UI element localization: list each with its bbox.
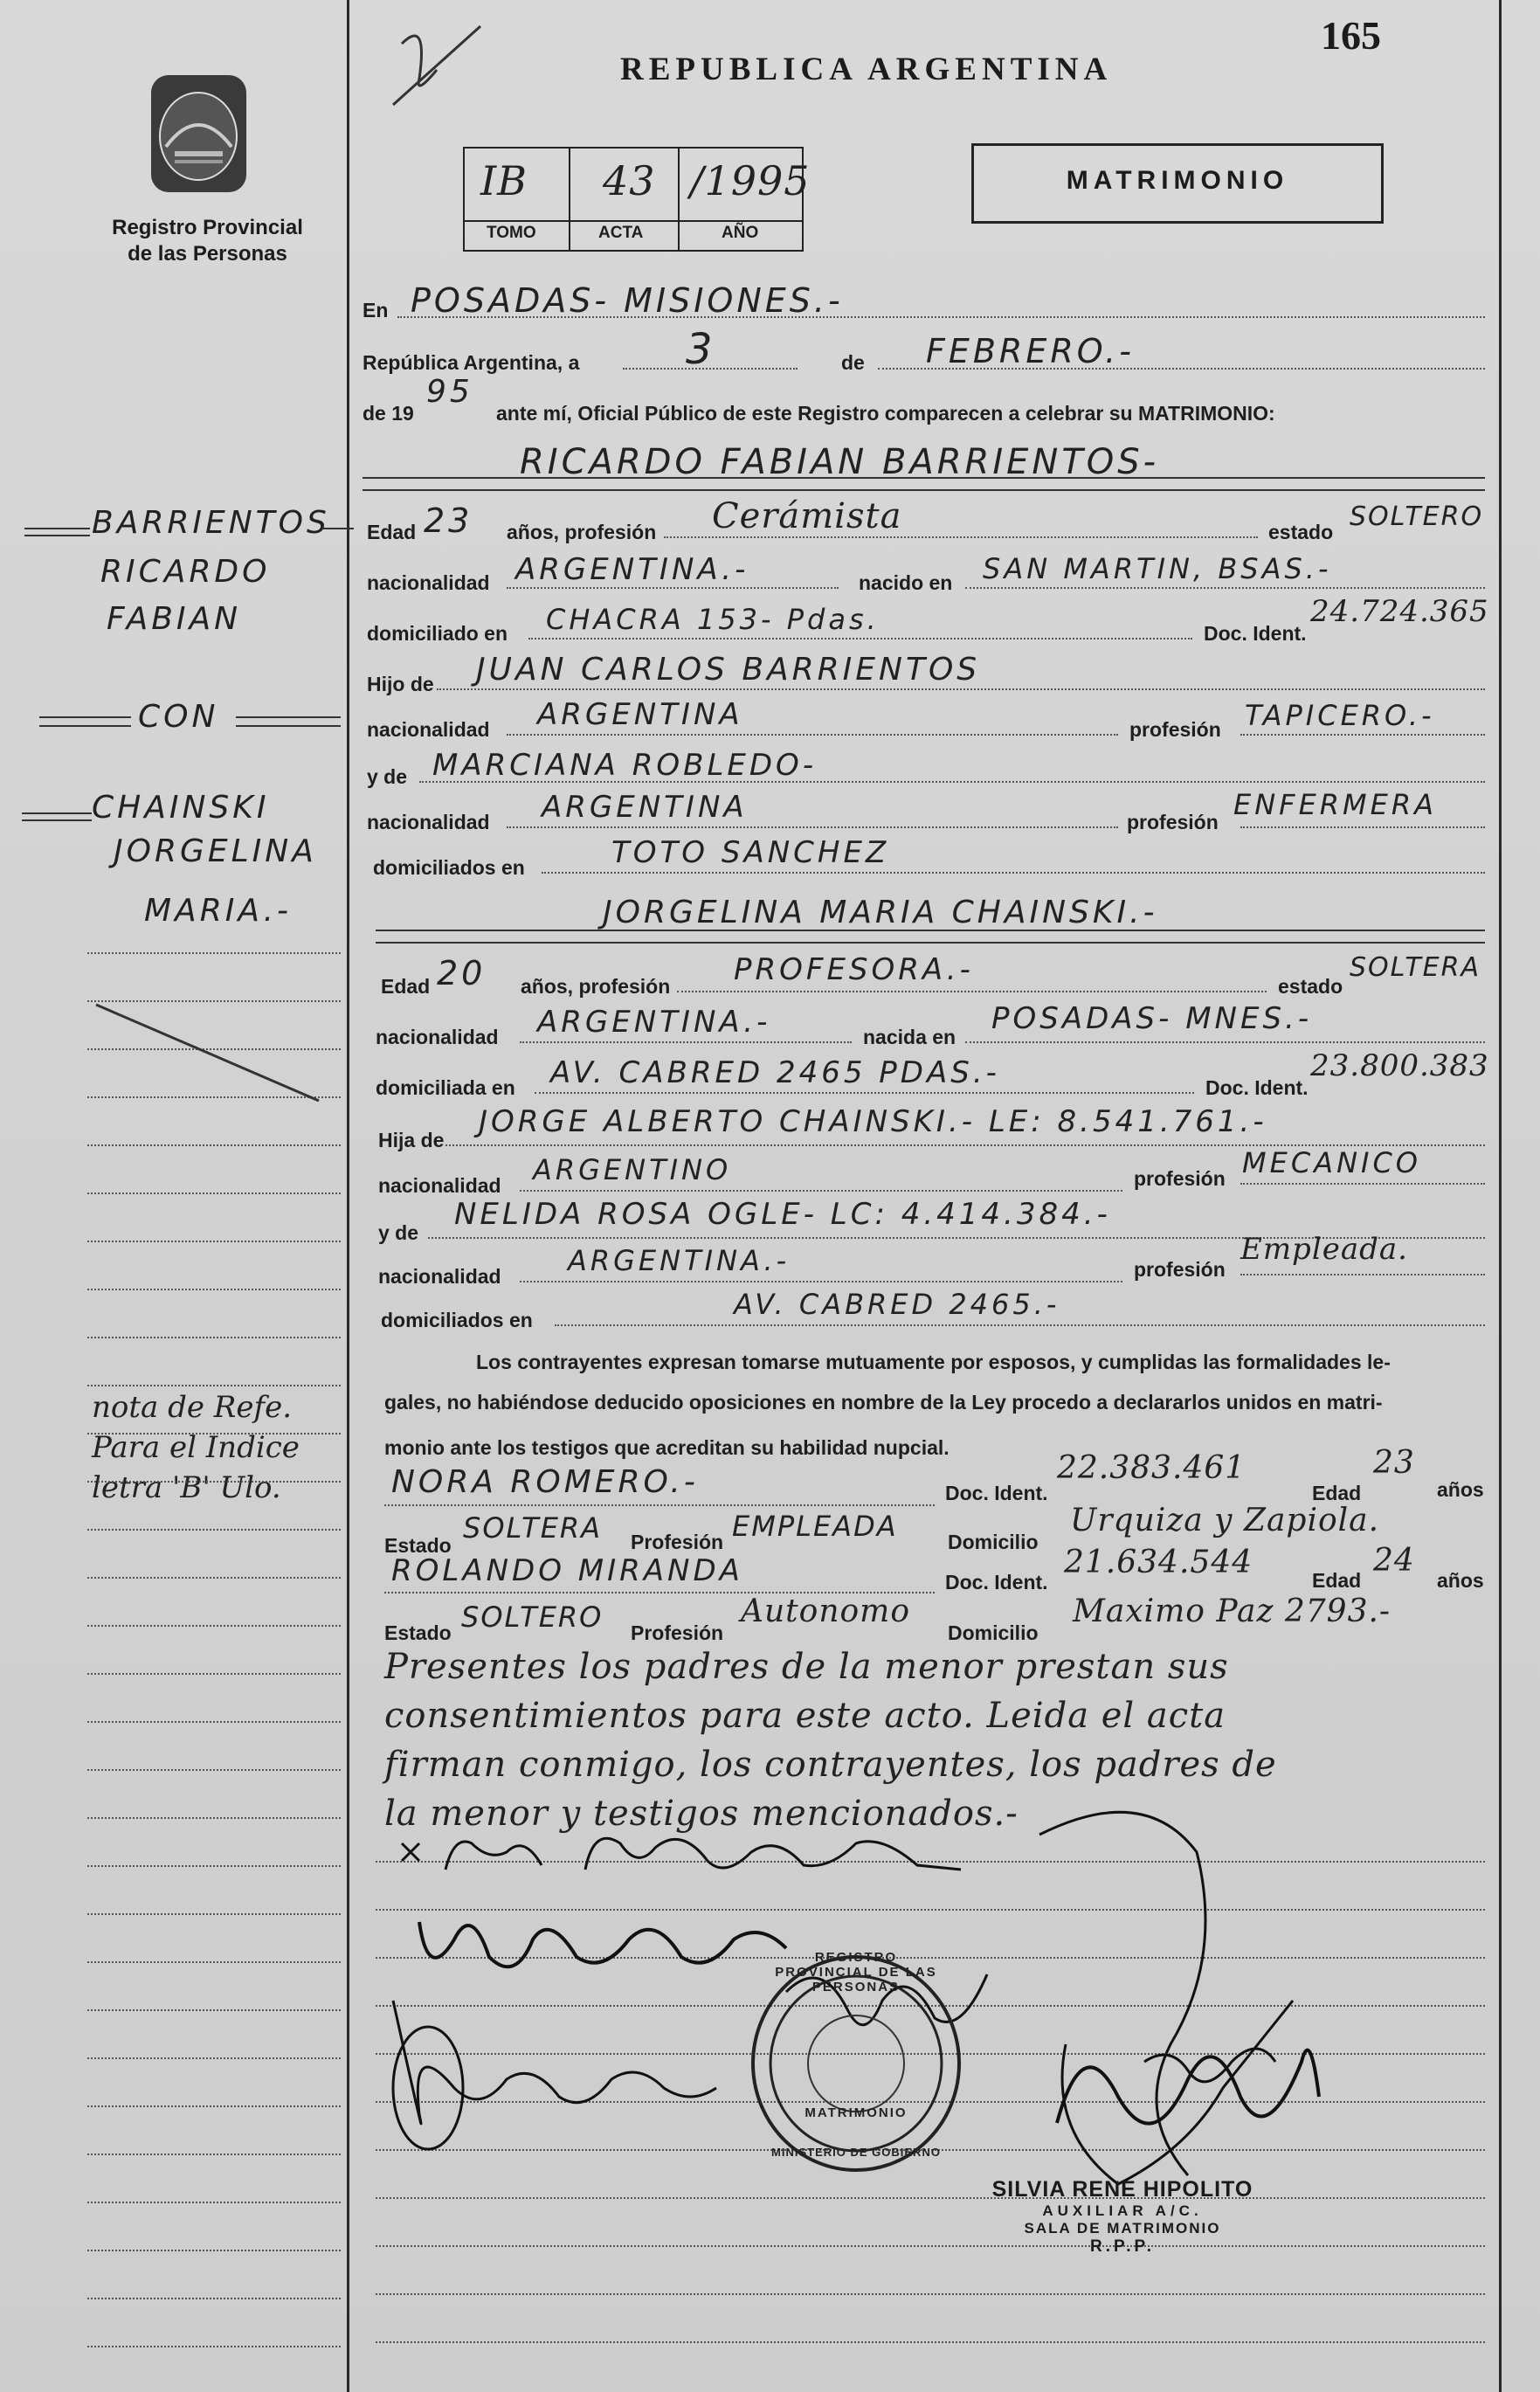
margin-ruled-line [87, 1385, 341, 1386]
place-value: POSADAS- MISIONES.- [411, 281, 844, 320]
margin-ruled-line [87, 1144, 341, 1146]
margin-ruled-line [87, 2057, 341, 2059]
margin-ruled-line [87, 1913, 341, 1915]
margin-ruled-line [87, 952, 341, 954]
groom-profession: Cerámista [712, 496, 902, 536]
witness1-name: NORA ROMERO.- [391, 1464, 699, 1500]
legal-text-line2: gales, no habiéndose deducido oposiciones en nombre de la Ley procedo a declararlos unidos en matri- [384, 1391, 1383, 1414]
margin-ruled-line [87, 1481, 341, 1483]
bride-full-name: JORGELINA MARIA CHAINSKI.- [603, 895, 1158, 930]
witness2-address: Maximo Paz 2793.- [1073, 1594, 1392, 1629]
seal-text-ministry: MINISTERIO DE GOBIERNO [771, 2146, 941, 2159]
month-value: FEBRERO.- [926, 332, 1135, 370]
seal-text-outer: REGISTRO PROVINCIAL DE LAS PERSONAS [775, 1950, 937, 1994]
margin-note: nota de Refe. Para el Indice letra 'B' Ulo. [92, 1390, 300, 1505]
witness1-profession: EMPLEADA [732, 1510, 898, 1543]
groom-mother-name: MARCIANA ROBLEDO- [432, 748, 818, 783]
bride-age: 20 [437, 954, 487, 992]
groom-civil-status: SOLTERO [1350, 501, 1484, 532]
groom-nationality: ARGENTINA.- [515, 552, 749, 587]
bride-doc-number: 23.800.383 [1310, 1048, 1489, 1083]
province-emblem [144, 68, 253, 199]
signature-official [1039, 1974, 1336, 2188]
witness1-age: 23 [1373, 1445, 1415, 1481]
closing-text: Presentes los padres de la menor prestan sus consentimientos para este acto. Leida el acta firman conmigo, los contrayentes, los padres de la menor y testigos mencionados.- [384, 1647, 1277, 1834]
day-value: 3 [686, 325, 716, 374]
year-value: 95 [426, 374, 473, 410]
groom-birthplace: SAN MARTIN, BSAS.- [983, 552, 1332, 585]
page-number: 165 [1321, 13, 1381, 58]
margin-ruled-line [87, 2250, 341, 2251]
margin-first-name-groom: RICARDO [100, 554, 271, 590]
margin-ruled-line [87, 1241, 341, 1242]
margin-ruled-line [87, 2298, 341, 2299]
bride-mother-name: NELIDA ROSA OGLE- LC: 4.414.384.- [454, 1197, 1111, 1232]
margin-ruled-line [87, 1961, 341, 1963]
margin-ruled-line [87, 1817, 341, 1819]
acta-label: ACTA [598, 224, 644, 242]
margin-second-name-bride: MARIA.- [144, 893, 293, 929]
witness2-name: ROLANDO MIRANDA [391, 1553, 743, 1588]
document-page: Registro Provincial de las Personas REPUBLICA ARGENTINA 165 IB 43 /1995 TOMO ACTA AÑO MATRIMONIO En POSADAS- MISIONES.- República Argentina, a 3 de FEBRERO.- de 19 95 ante mí, Oficial Público de este Registro comparecen a celebrar su MATRIMONIO: RICARDO FABIAN BARRIENTOS- BARRIENTOS RICARDO FABIAN CON CHAINSKI JORGELINA MARIA.- nota de Refe. Para el Indice letra 'B' Ulo. Edad 23 años, profesión Cerámista estado SOLTERO nacionalidad ARGENTINA.- nacido en SAN MARTIN, BSAS.- domiciliado en CHACRA 153- Pdas. Doc. Ident. 24.724.365 Hijo de JUAN CARLOS BARRIENTOS nacionalidad ARGENTINA profesión TAPICERO.- y de MARCIANA ROBLEDO- nacionalidad ARGENTINA profesión ENFERMERA domiciliados en TOTO SANCHEZ JORGELINA MARIA CHAINSKI.- Edad 20 años, profesión PROFESORA.- estado SOLTERA nacionalidad ARGENTINA.- nacida en POSADAS- MNES.- domiciliada en AV. CABRED 2465 PDAS.- Doc. Ident. 23.800.383 Hija de JORGE ALBERTO CHAINSKI.- LE: 8.541.761.- nacionalidad ARGENTINO profesión MECANICO y de NELIDA ROSA OGLE- LC: 4.414.384.- nacionalidad ARGENTINA.- profesión Empleada. domiciliados en AV. CABRED 2465.- Los contrayentes expresan tomarse mutuamente por esposos, y cumplidas las formalidades le- gales, no habiéndose deducido oposiciones en nombre de la Ley procedo a declararlos unidos en matri- monio ante los testigos que acreditan su habilidad nupcial. NORA ROMERO.- Doc. Ident. 22.383.461 Edad 23 años Estado SOLTERA Profesión EMPLEADA Domicilio Urquiza y Zapiola. ROLANDO MIRANDA Doc. Ident. 21.634.544 Edad 24 años Estado SOLTERO Profesión Autonomo Domicilio Maximo Paz 2793.- Presentes los padres de la menor prestan sus consentimientos para este acto. Leida el acta firman conmigo, los contrayentes, los padres de la menor y testigos mencionados.- REGISTRO PROVINCIAL DE LAS PERSONAS MATRIMONIO MINISTERIO DE GOBIERNO SILVIA RENE HIPOLITO AUXILIAR A/C. SALA DE MATRIMONIO R.P.P. [0, 0, 1540, 2392]
bride-civil-status: SOLTERA [1350, 952, 1481, 983]
groom-doc-number: 24.724.365 [1310, 594, 1489, 629]
margin-cross-out [87, 996, 323, 1110]
margin-ruled-line [87, 2202, 341, 2203]
margin-ruled-line [87, 1625, 341, 1627]
country-title: REPUBLICA ARGENTINA [620, 52, 1113, 87]
groom-father-nationality: ARGENTINA [537, 697, 743, 732]
bride-father-profession: MECANICO [1242, 1146, 1421, 1179]
bride-mother-profession: Empleada. [1240, 1232, 1408, 1267]
bride-nationality: ARGENTINA.- [537, 1005, 771, 1040]
margin-con: CON [138, 699, 219, 735]
bride-father-name: JORGE ALBERTO CHAINSKI.- LE: 8.541.761.- [479, 1104, 1267, 1139]
registry-name: Registro Provincial de las Personas [112, 216, 303, 266]
groom-full-name: RICARDO FABIAN BARRIENTOS- [520, 442, 1160, 482]
margin-ruled-line [87, 2105, 341, 2107]
acta-value: 43 [603, 157, 656, 204]
groom-father-name: JUAN CARLOS BARRIENTOS [476, 652, 981, 688]
margin-ruled-line [87, 1529, 341, 1531]
witness2-status: SOLTERO [461, 1600, 604, 1634]
bride-parents-address: AV. CABRED 2465.- [734, 1288, 1060, 1321]
groom-father-profession: TAPICERO.- [1245, 699, 1435, 732]
initials-mark [376, 9, 498, 127]
matrimonio-title: MATRIMONIO [1066, 166, 1289, 195]
signature-ruled-line [376, 2245, 1485, 2247]
witness1-address: Urquiza y Zapiola. [1070, 1503, 1380, 1538]
ano-label: AÑO [722, 224, 759, 242]
margin-ruled-line [87, 1865, 341, 1867]
margin-first-name-bride: JORGELINA [114, 833, 317, 869]
groom-address: CHACRA 153- Pdas. [546, 603, 880, 636]
margin-ruled-line [87, 1289, 341, 1290]
right-margin-line [1499, 0, 1502, 2392]
margin-ruled-line [87, 1193, 341, 1194]
groom-mother-profession: ENFERMERA [1233, 788, 1437, 821]
bride-father-nationality: ARGENTINO [533, 1153, 732, 1186]
seal-text-center: MATRIMONIO [805, 2105, 908, 2120]
groom-parents-address: TOTO SANCHEZ [611, 835, 890, 870]
margin-ruled-line [87, 2153, 341, 2155]
tomo-label: TOMO [487, 224, 536, 242]
signature-ruled-line [376, 2341, 1485, 2343]
margin-surname-groom: BARRIENTOS [92, 505, 330, 541]
official-stamp: SILVIA RENE HIPOLITO AUXILIAR A/C. SALA DE MATRIMONIO R.P.P. [991, 2177, 1253, 2256]
witness2-doc: 21.634.544 [1064, 1545, 1253, 1580]
margin-second-name-groom: FABIAN [107, 601, 242, 637]
bride-address: AV. CABRED 2465 PDAS.- [550, 1055, 1000, 1090]
legal-text-line3: monio ante los testigos que acreditan su habilidad nupcial. [384, 1436, 950, 1459]
witness1-doc: 22.383.461 [1057, 1450, 1247, 1486]
legal-text-line1: Los contrayentes expresan tomarse mutuamente por esposos, y cumplidas las formalidades le- [476, 1351, 1391, 1373]
bride-profession: PROFESORA.- [734, 952, 974, 987]
ano-value: /1995 [690, 157, 811, 204]
left-column-divider [347, 0, 349, 2392]
margin-ruled-line [87, 2346, 341, 2347]
margin-ruled-line [87, 2009, 341, 2011]
margin-ruled-line [87, 1769, 341, 1771]
signature-ruled-line [376, 2293, 1485, 2295]
groom-age: 23 [424, 501, 473, 540]
tomo-value: IB [480, 157, 528, 204]
margin-ruled-line [87, 1337, 341, 1338]
margin-ruled-line [87, 1673, 341, 1675]
margin-ruled-line [87, 1577, 341, 1579]
margin-ruled-line [87, 1433, 341, 1435]
margin-ruled-line [87, 1721, 341, 1723]
groom-mother-nationality: ARGENTINA [542, 790, 748, 825]
signature-mother [376, 1983, 725, 2162]
margin-surname-bride: CHAINSKI [92, 790, 270, 826]
bride-mother-nationality: ARGENTINA.- [568, 1244, 791, 1277]
witness2-age: 24 [1373, 1543, 1415, 1579]
witness1-status: SOLTERA [463, 1511, 603, 1545]
witness2-profession: Autonomo [741, 1594, 910, 1629]
bride-birthplace: POSADAS- MNES.- [991, 1001, 1313, 1036]
